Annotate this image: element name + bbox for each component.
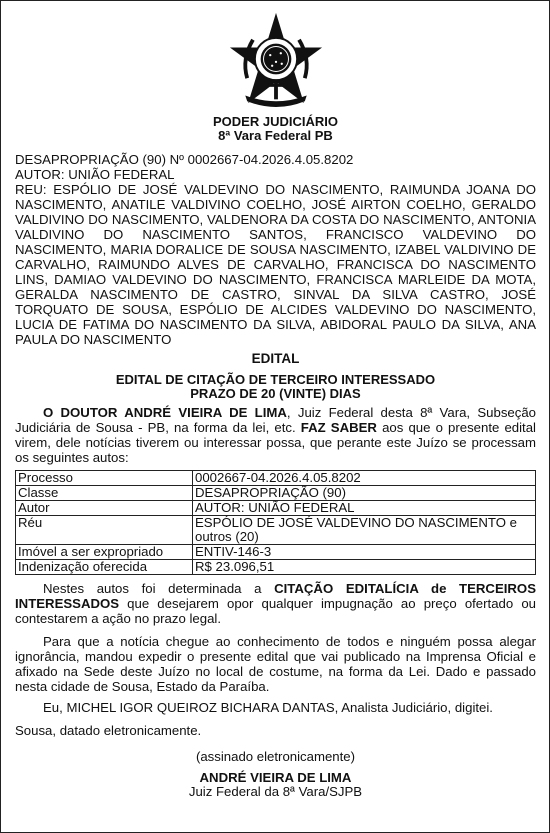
publication-paragraph: Para que a notícia chegue ao conhecimento de todos e ninguém possa alegar ignorância, mandou expedir o presente edital que vai publicado na Imprensa Oficial e afixado na Sede deste Juízo no local de costume, na forma da Lei. Dado e passado nesta cidade de Sousa, Estado da Paraíba.	[15, 634, 536, 694]
intro-text-2: aos que o presente edital virem, dele notícias tiverem ou interessar possa, que perante este Juízo se processam os seguintes autos:	[15, 420, 536, 465]
case-defendants-line: REU: ESPÓLIO DE JOSÉ VALDEVINO DO NASCIMENTO, RAIMUNDA JOANA DO NASCIMENTO, ANATILE VALDIVINO COELHO, JOSÉ AIRTON COELHO, GERALDO VALDIVINO DO NASCIMENTO, VALDENORA DA COSTA DO NASCIMENTO, ANTONIA VALDIVINO DO NASCIMENTO SANTOS, FRANCISCO VALDEVINO DO NASCIMENTO, MARIA DORALICE DE SOUSA NASCIMENTO, IZABEL VALDIVINO DE CARVALHO, RAIMUNDO ALVES DE CARVALHO, FRANCISCA DO NASCIMENTO LINS, DAMIAO VALDEVINO DO NASCIMENTO, FRANCISCA MARLEIDE DA MOTA, GERALDA NASCIMENTO DE CASTRO, SINVAL DA SILVA CASTRO, JOSÉ TORQUATO DE SOUSA, ESPÓLIO DE ALCIDES VALDEVINO DO NASCIMENTO, LUCIA DE FATIMA DO NASCIMENTO DA SILVA, ABIDORAL PAULO DA SILVA, ANA PAULA DO NASCIMENTO	[15, 182, 536, 347]
date-paragraph: Sousa, datado eletronicamente.	[15, 723, 202, 738]
case-info-table	[15, 470, 536, 575]
table-row	[16, 560, 536, 575]
signature-role: Juiz Federal da 8ª Vara/SJPB	[188, 784, 363, 799]
table-row	[16, 471, 536, 486]
table-value: DESAPROPRIAÇÃO (90)	[193, 486, 536, 501]
case-author-line: AUTOR: UNIÃO FEDERAL	[15, 167, 175, 182]
edital-subtitle: EDITAL DE CITAÇÃO DE TERCEIRO INTERESSADO	[115, 372, 436, 387]
citation-text-1: Nestes autos foi determinada a	[43, 581, 275, 596]
edital-deadline: PRAZO DE 20 (VINTE) DIAS	[190, 386, 361, 401]
citation-text-2: que desejarem opor qualquer impugnação ao preço ofertado ou contestarem a ação no prazo legal.	[15, 596, 536, 626]
table-label: Réu	[16, 516, 193, 545]
court-subtitle: 8ª Vara Federal PB	[218, 128, 333, 143]
court-title: PODER JUDICIÁRIO	[213, 114, 338, 129]
table-label: Imóvel a ser expropriado	[16, 545, 193, 560]
table-label: Indenização oferecida	[16, 560, 193, 575]
table-value: ENTIV-146-3	[193, 545, 536, 560]
table-label: Processo	[16, 471, 193, 486]
case-parties	[15, 152, 536, 347]
table-row	[16, 516, 536, 545]
intro-text-1: , Juiz Federal desta 8ª Vara, Subseção Judiciária de Sousa - PB, na forma da lei, etc.	[15, 405, 537, 435]
signature-name: ANDRÉ VIEIRA DE LIMA	[199, 770, 352, 785]
table-value: 0002667-04.2026.4.05.8202	[193, 471, 536, 486]
intro-paragraph	[15, 405, 536, 465]
table-row	[16, 486, 536, 501]
table-row	[16, 501, 536, 516]
edital-heading: EDITAL	[251, 351, 300, 366]
table-value: ESPÓLIO DE JOSÉ VALDEVINO DO NASCIMENTO e outros (20)	[193, 516, 536, 545]
citation-bold: CITAÇÃO EDITALÍCIA de TERCEIROS INTERESSADOS	[15, 581, 536, 611]
table-value: R$ 23.096,51	[193, 560, 536, 575]
signature-note: (assinado eletronicamente)	[195, 749, 356, 764]
judge-name: O DOUTOR ANDRÉ VIEIRA DE LIMA	[43, 405, 287, 420]
citation-paragraph	[15, 581, 536, 626]
case-number-line: DESAPROPRIAÇÃO (90) Nº 0002667-04.2026.4.05.8202	[15, 152, 354, 167]
coat-of-arms-seal-icon	[228, 11, 324, 107]
table-label: Classe	[16, 486, 193, 501]
table-value: AUTOR: UNIÃO FEDERAL	[193, 501, 536, 516]
faz-saber: FAZ SABER	[300, 420, 377, 435]
table-row	[16, 545, 536, 560]
typist-paragraph: Eu, MICHEL IGOR QUEIROZ BICHARA DANTAS, Analista Judiciário, digitei.	[43, 700, 493, 715]
table-label: Autor	[16, 501, 193, 516]
